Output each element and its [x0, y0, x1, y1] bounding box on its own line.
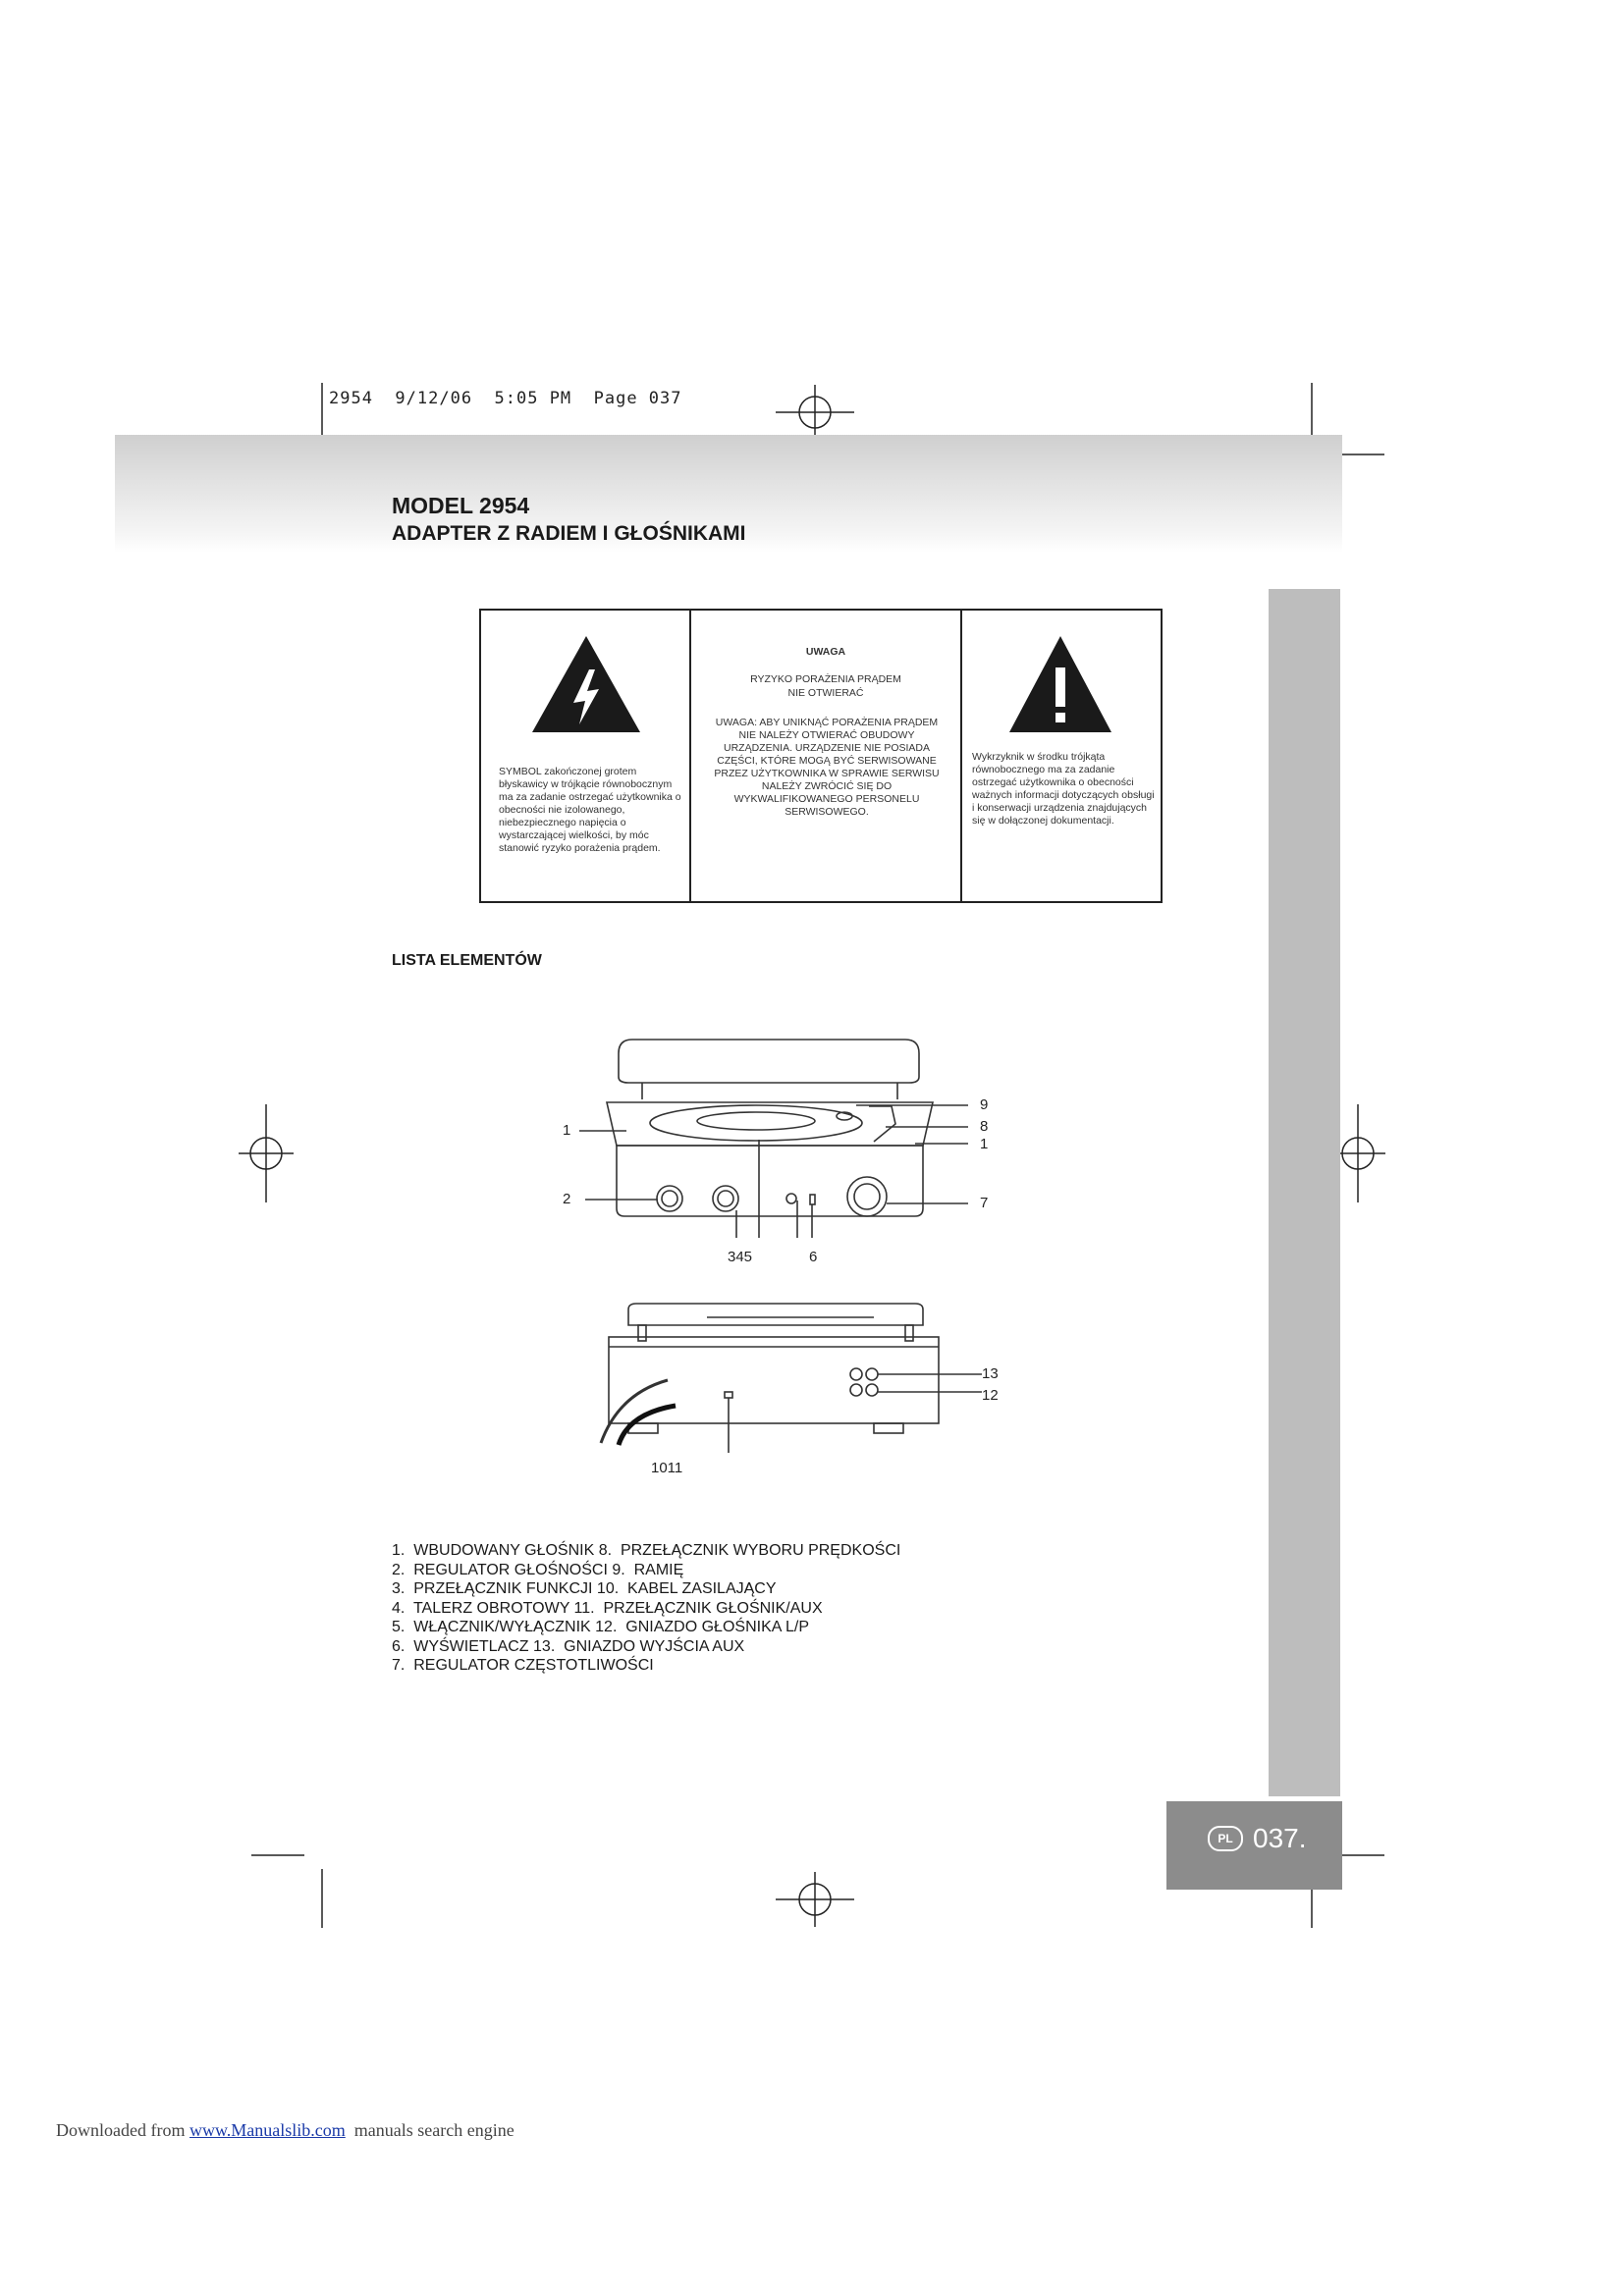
- exclamation-warning-icon: [1007, 634, 1113, 734]
- callout-345: 345: [728, 1249, 753, 1265]
- list-item: 7. REGULATOR CZĘSTOTLIWOŚCI: [392, 1657, 654, 1674]
- list-item: 5. WŁĄCZNIK/WYŁĄCZNIK 12. GNIAZDO GŁOŚNIKA L/P: [392, 1619, 809, 1635]
- product-subtitle: ADAPTER Z RADIEM I GŁOŚNIKAMI: [392, 522, 746, 545]
- shock-risk-line: RYZYKO PORAŻENIA PRĄDEM: [750, 673, 901, 685]
- callout-8: 8: [980, 1118, 989, 1135]
- warning-caution-column: [691, 611, 962, 901]
- do-not-open-line: NIE OTWIERAĆ: [787, 687, 864, 699]
- callout-1-right: 1: [980, 1136, 989, 1152]
- list-item: 1. WBUDOWANY GŁOŚNIK 8. PRZEŁĄCZNIK WYBORU PRĘDKOŚCI: [392, 1542, 901, 1559]
- model-title: MODEL 2954: [392, 493, 530, 518]
- callout-13: 13: [982, 1365, 999, 1382]
- turntable-front-view-diagram: [550, 1026, 1011, 1271]
- footer-suffix: manuals search engine: [345, 2120, 514, 2140]
- warning-exclamation-column: [962, 611, 1161, 901]
- list-item: 4. TALERZ OBROTOWY 11. PRZEŁĄCZNIK GŁOŚNIK/AUX: [392, 1599, 823, 1617]
- callout-1-left: 1: [563, 1122, 571, 1139]
- callout-2: 2: [563, 1191, 571, 1207]
- turntable-back-view-diagram: [589, 1296, 1011, 1477]
- manualslib-link[interactable]: www.Manualslib.com: [189, 2120, 346, 2140]
- lightning-symbol-description: SYMBOL zakończonej grotem błyskawicy w trójkącie równobocznym ma za zadanie ostrzegać użytkownika o obecności nie izolowanego, niebezpiecznego napięcia o wystarczającej wielkości, by móc stanowić ryzyko porażenia prądem.: [499, 766, 681, 854]
- list-item: 6. WYŚWIETLACZ 13. GNIAZDO WYJŚCIA AUX: [392, 1637, 745, 1655]
- side-strip: [1269, 589, 1340, 1796]
- caution-title: UWAGA: [805, 646, 846, 658]
- safety-warning-box: [479, 609, 1163, 903]
- page-number-text: 037.: [1253, 1823, 1307, 1853]
- list-item: 2. REGULATOR GŁOŚNOŚCI 9. RAMIĘ: [392, 1561, 684, 1578]
- download-footer: [56, 2120, 514, 2141]
- list-item: 3. PRZEŁĄCZNIK FUNKCJI 10. KABEL ZASILAJĄCY: [392, 1580, 777, 1597]
- language-badge: PL: [1208, 1826, 1243, 1851]
- lightning-warning-icon: [530, 634, 642, 734]
- callout-7: 7: [980, 1195, 989, 1211]
- callout-12: 12: [982, 1387, 999, 1404]
- page-number: [1208, 1814, 1345, 1863]
- callout-1011: 1011: [651, 1460, 683, 1476]
- footer-prefix: Downloaded from: [56, 2120, 189, 2140]
- exclamation-symbol-description: Wykrzyknik w środku trójkąta równobocznego ma za zadanie ostrzegać użytkownika o obecności ważnych informacji dotyczących obsługi i konserwacji urządzenia znajdujących się w dołączonej dokumentacji.: [972, 751, 1155, 827]
- callout-9: 9: [980, 1096, 989, 1113]
- callout-6: 6: [809, 1249, 818, 1265]
- caution-text: UWAGA: ABY UNIKNĄĆ PORAŻENIA PRĄDEM NIE NALEŻY OTWIERAĆ OBUDOWY URZĄDZENIA. URZĄDZENIE NIE POSIADA CZĘŚCI, KTÓRE MOGĄ BYĆ SERWISOWANE PRZEZ UŻYTKOWNIKA W SPRAWIE SERWISU NALEŻY ZWRÓCIĆ SIĘ DO WYKWALIFIKOWANEGO PERSONELU SERWISOWEGO.: [714, 717, 940, 818]
- parts-list: [392, 1541, 900, 1676]
- print-slug: 2954 9/12/06 5:05 PM Page 037: [329, 389, 682, 408]
- parts-list-title: LISTA ELEMENTÓW: [392, 952, 542, 969]
- warning-lightning-column: [481, 611, 691, 901]
